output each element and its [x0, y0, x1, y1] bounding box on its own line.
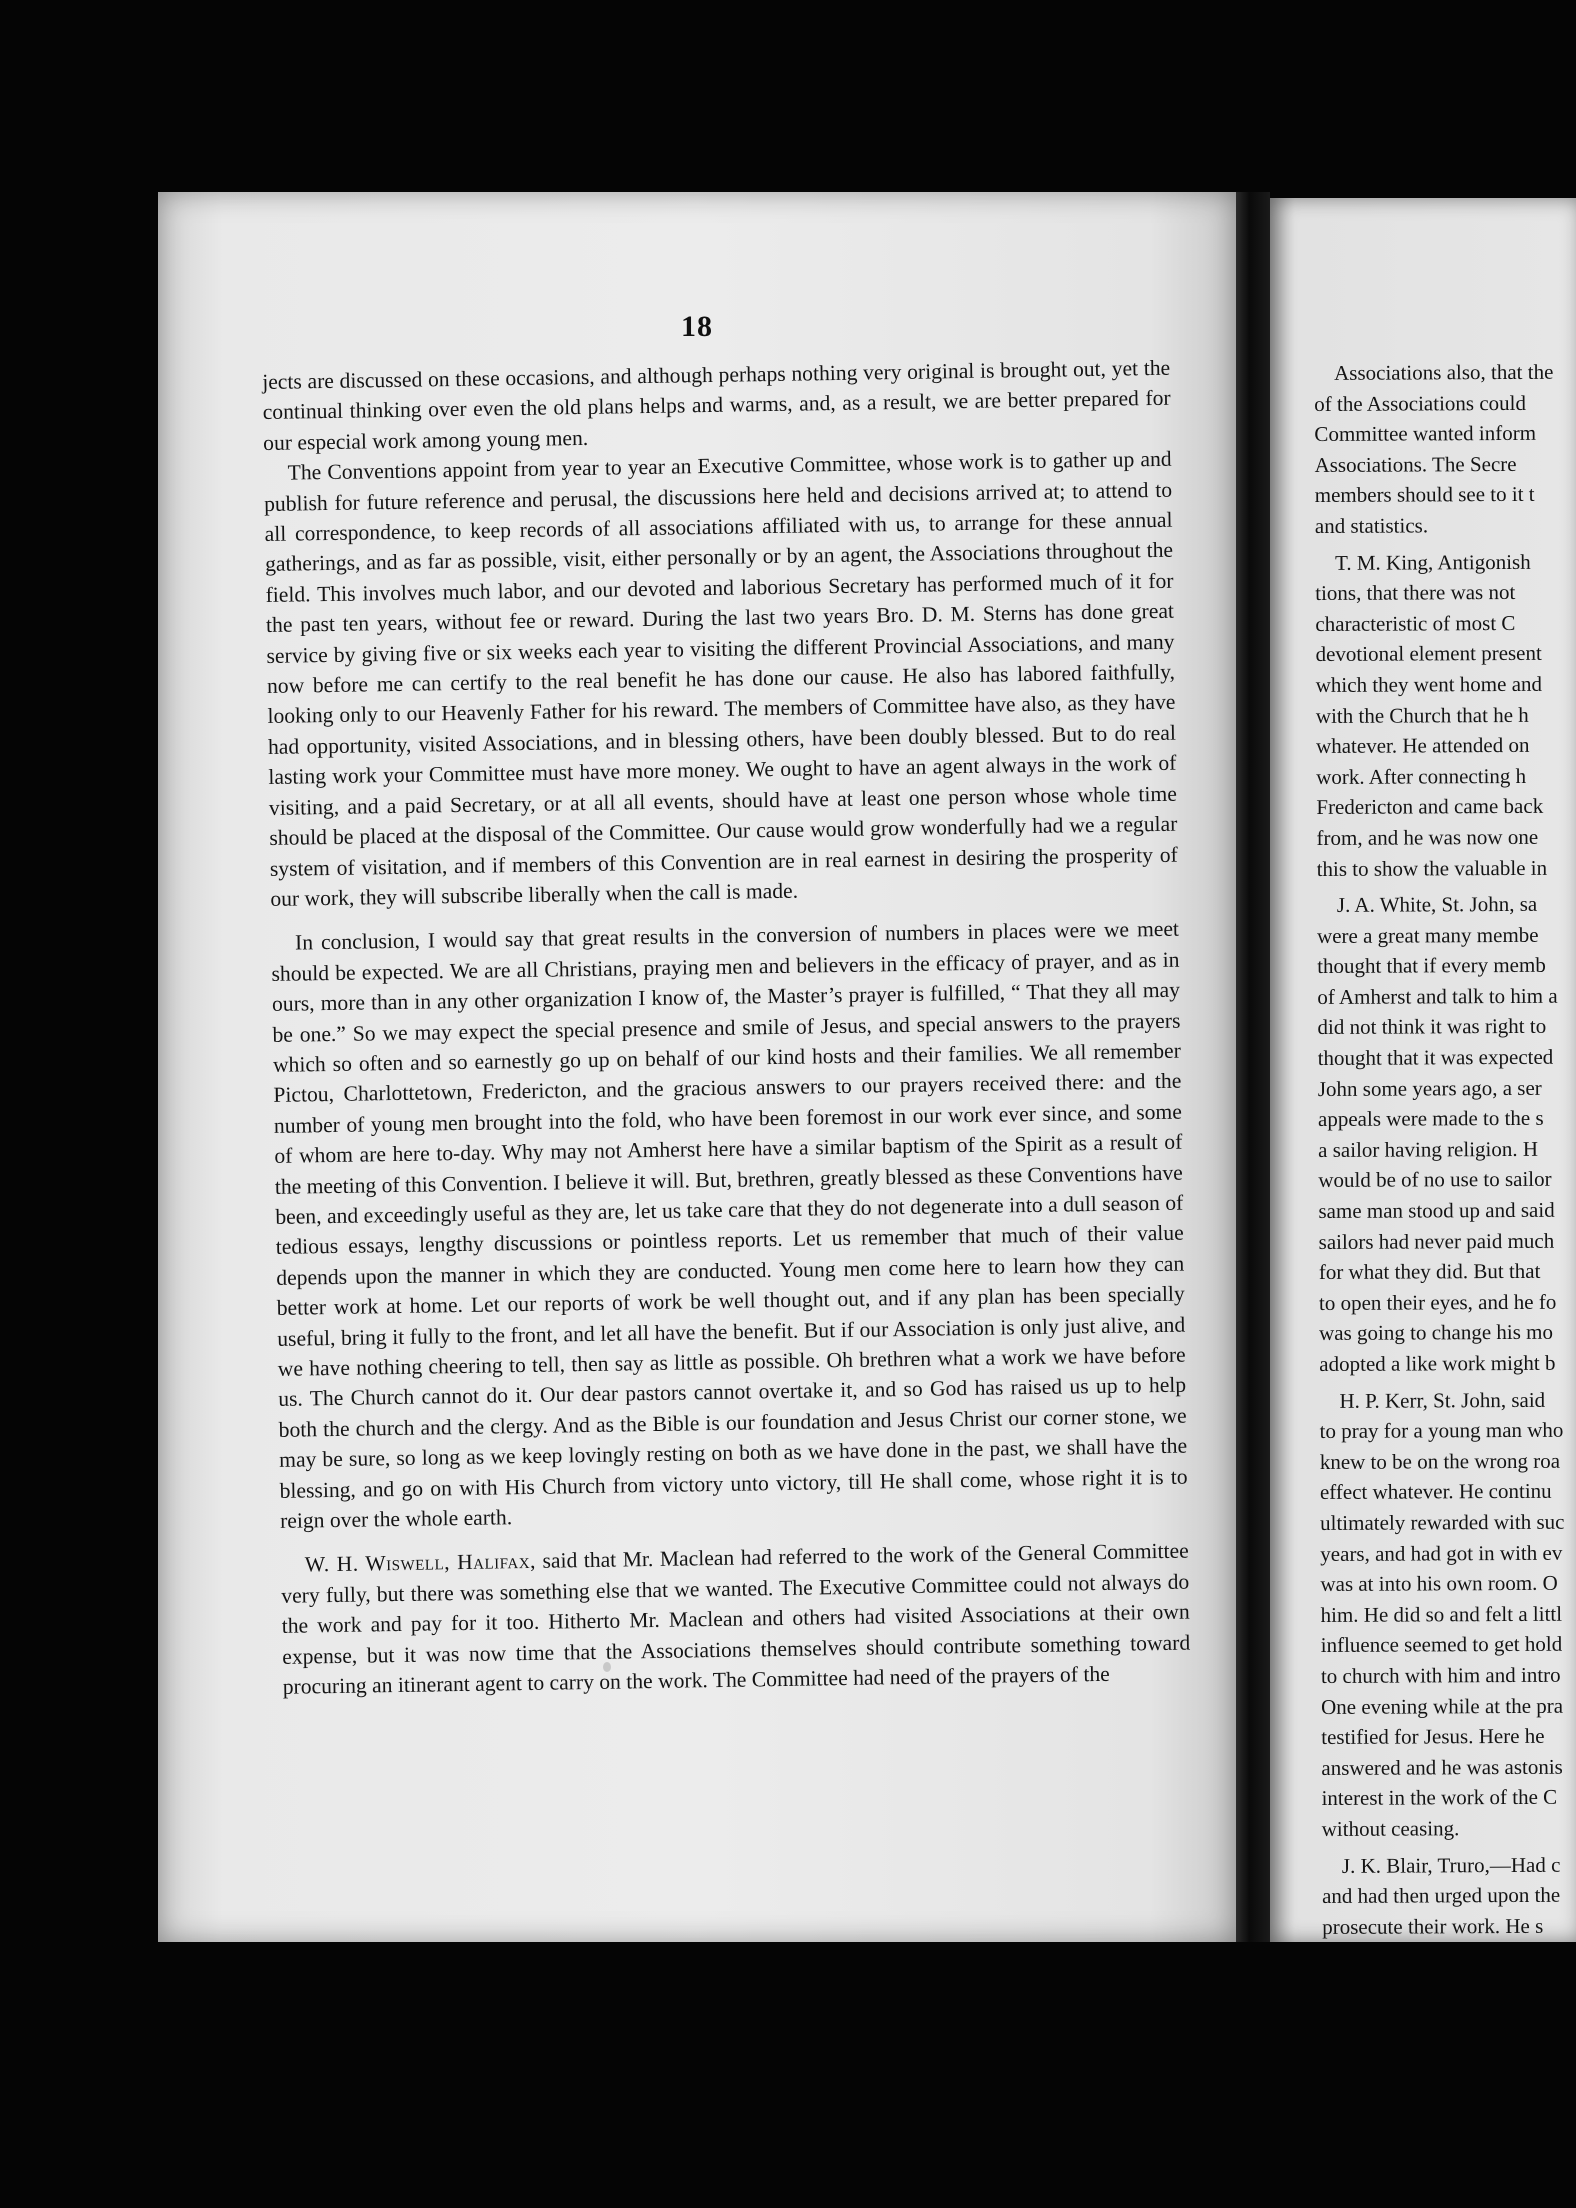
paragraph-1: jects are discussed on these occasions, and although perhaps nothing very original is brought out, yet the continual thinking over even the old plans helps and warms, and, as a result, we are better prepared for our especial work among young men. — [262, 355, 1171, 455]
right-page-line: testified for Jesus. Here he — [1321, 1723, 1545, 1750]
right-page-line: to pray for a young man who — [1319, 1417, 1564, 1444]
left-page-body — [262, 353, 1191, 1703]
left-page — [158, 192, 1236, 1942]
paragraph-2: The Conventions appoint from year to year an Executive Committee, whose work is to gather up and publish for future reference and perusal, the discussions here held and decisions arrived at; to attend to all correspondence, to keep records of all associations affiliated with us, to arrange for these annual gatherings, and as far as possible, visit, either personally or by an agent, the Associations throughout the field. This involves much labor, and our devoted and laborious Secretary has performed much of it for the past ten years, without fee or reward. During the last two years Bro. D. M. Sterns has done great service by giving five or six weeks each year to visiting the different Provincial Associations, and many now before me can certify to the real benefit he has done our cause. He also has labored faithfully, looking only to our Heavenly Father for his reward. The members of Committee have also, as they have had opportunity, visited Associations, and in blessing others, have been doubly blessed. But to do real lasting work your Committee must have more money. We ought to have an agent always in the work of visiting, and a paid Secretary, or at all all events, should have at least one person whose whole time should be placed at the disposal of the Committee. Our cause would grow wonderfully had we a regular system of visitation, and if members of this Convention are in real earnest in desiring the prosperity of our work, they will subscribe liberally when the call is made. — [263, 446, 1178, 911]
right-page-line: H. P. Kerr, St. John, said — [1339, 1387, 1546, 1413]
page-number: 18 — [681, 310, 713, 343]
right-page-line: did not think it was right to — [1317, 1014, 1547, 1040]
right-page-line: Fredericton and came back — [1316, 794, 1544, 820]
right-page-line: sailors had never paid much — [1318, 1228, 1555, 1254]
right-page-line: of Amherst and talk to him a — [1317, 983, 1558, 1009]
right-page-line: T. M. King, Antigonish — [1335, 549, 1531, 575]
right-page-line: J. A. White, St. John, sa — [1336, 891, 1538, 917]
right-page-line: was going to change his mo — [1319, 1320, 1554, 1346]
right-page-line: influence seemed to get hold — [1320, 1632, 1563, 1658]
right-page-line: a sailor having religion. H — [1318, 1136, 1539, 1162]
right-page-line: adopted a like work might b — [1319, 1350, 1556, 1376]
right-page-line: effect whatever. He continu — [1319, 1479, 1552, 1505]
right-page-line: with the Church that he h — [1315, 702, 1529, 728]
right-page-line: and had then urged upon the — [1321, 1882, 1561, 1909]
right-page-line: characteristic of most C — [1315, 610, 1516, 636]
book-gutter — [1236, 192, 1270, 1942]
right-page-line: work. After connecting h — [1316, 763, 1527, 789]
paragraph-3: In conclusion, I would say that great results in the conversion of numbers in places were we meet should be expected. We are all Christians, praying men and believers in the efficacy of prayer, and as in ours, more than in any other organization I know of, the Master’s prayer is fulfilled, “ That they all may be one.” So we may expect the special presence and smile of Jesus, and special answers to the prayers which so often and so earnestly go up on behalf of our kind hosts and their families. We all remember Pictou, Charlottetown, Fredericton, and the gracious answers to our prayers received there: and the number of young men brought into the fold, who have been foremost in our work ever since, and some of whom are here to-day. Why may not Amherst here have a similar baptism of the Spirit as a result of the meeting of this Convention. I believe it will. But, brethren, greatly blessed as these Conventions have been, and exceedingly useful as they are, let us take care that they do not degenerate into a dull season of tedious essays, lengthy discussions or pointless reports. Let us remember that much of their value depends upon the manner in which they are conducted. Young men come here to learn how they can better work at home. Let our reports of work be well thought out, and if any plan has been specially useful, bring it fully to the front, and let all have the benefit. But if our Association is only just alive, and we have nothing cheering to tell, then say as little as possible. Oh brethren what a work we have before us. The Church cannot do it. Our dear pastors cannot overtake it, and so God has raised us up to help both the church and the clergy. And as the Bible is our foundation and Jesus Christ our corner stone, we may be sure, so long as we keep lovingly resting on both as we have done in the past, we shall have the blessing, and go on with His Church from victory unto victory, till He shall come, whose right it is to reign over the whole earth. — [271, 916, 1188, 1533]
right-page-line: to church with him and intro — [1320, 1662, 1561, 1688]
right-page-body — [1314, 356, 1576, 1942]
right-page-line: this to show the valuable in — [1316, 855, 1548, 881]
right-page-line: answered and he was astonis — [1321, 1754, 1563, 1780]
speaker-name: W. H. Wiswell, Halifax, — [304, 1549, 537, 1577]
right-page-line: years, and had got in with ev — [1320, 1540, 1563, 1566]
right-page-line: thought that if every memb — [1317, 953, 1546, 979]
right-page-line: Committee wanted inform — [1314, 421, 1537, 447]
right-page-line: was at into his own room. O — [1320, 1570, 1558, 1597]
right-page-line: him. He did so and felt a littl — [1320, 1601, 1563, 1627]
right-page-line: and statistics. — [1314, 513, 1429, 538]
right-page-line: prosecute their work. He s — [1322, 1913, 1544, 1939]
right-page — [1270, 198, 1576, 1942]
right-page-line: appeals were made to the s — [1317, 1106, 1544, 1132]
right-page-line: for what they did. But that — [1318, 1259, 1541, 1285]
ink-blot — [603, 1662, 611, 1672]
paragraph-4 — [281, 1536, 1191, 1702]
right-page-line: without ceasing. — [1321, 1816, 1460, 1841]
right-page-line: thought that it was expected — [1317, 1044, 1554, 1071]
right-page-line: interest in the work of the C — [1321, 1785, 1558, 1811]
right-page-line: members should see to it t — [1314, 482, 1535, 508]
right-page-line: whatever. He attended on — [1315, 733, 1530, 759]
right-page-line: were a great many membe — [1316, 922, 1539, 948]
right-page-line: Associations also, that the — [1334, 359, 1554, 385]
paragraph-4-text: said that Mr. Maclean had referred to the work of the General Committee very fully, but there was something else that we wanted. The Executive Committee could not always do the work and pay for it too. Hitherto Mr. Maclean and others had visited Associations at their own expense, but it was now time that the Associations themselves should contribute something toward procuring an itinerant agent to carry on the work. The Committee had need of the prayers of the — [281, 1539, 1191, 1699]
right-page-line: would be of no use to sailor — [1318, 1167, 1552, 1193]
right-page-line: tions, that there was not — [1315, 580, 1516, 606]
right-page-line: of the Associations could — [1314, 390, 1527, 416]
right-page-line: which they went home and — [1315, 671, 1543, 697]
right-page-line: to open their eyes, and he fo — [1318, 1289, 1557, 1315]
right-page-line: from, and he was now one — [1316, 824, 1539, 850]
right-page-line: same man stood up and said — [1318, 1197, 1555, 1224]
right-page-line: One evening while at the pra — [1320, 1693, 1564, 1719]
right-page-line: ultimately rewarded with suc — [1320, 1509, 1565, 1535]
right-page-line: J. K. Blair, Truro,—Had c — [1341, 1852, 1561, 1878]
right-page-line: devotional element present — [1315, 641, 1542, 667]
right-page-line: John some years ago, a ser — [1317, 1075, 1542, 1101]
right-page-line: knew to be on the wrong roa — [1319, 1448, 1561, 1474]
right-page-line: Associations. The Secre — [1314, 451, 1517, 477]
